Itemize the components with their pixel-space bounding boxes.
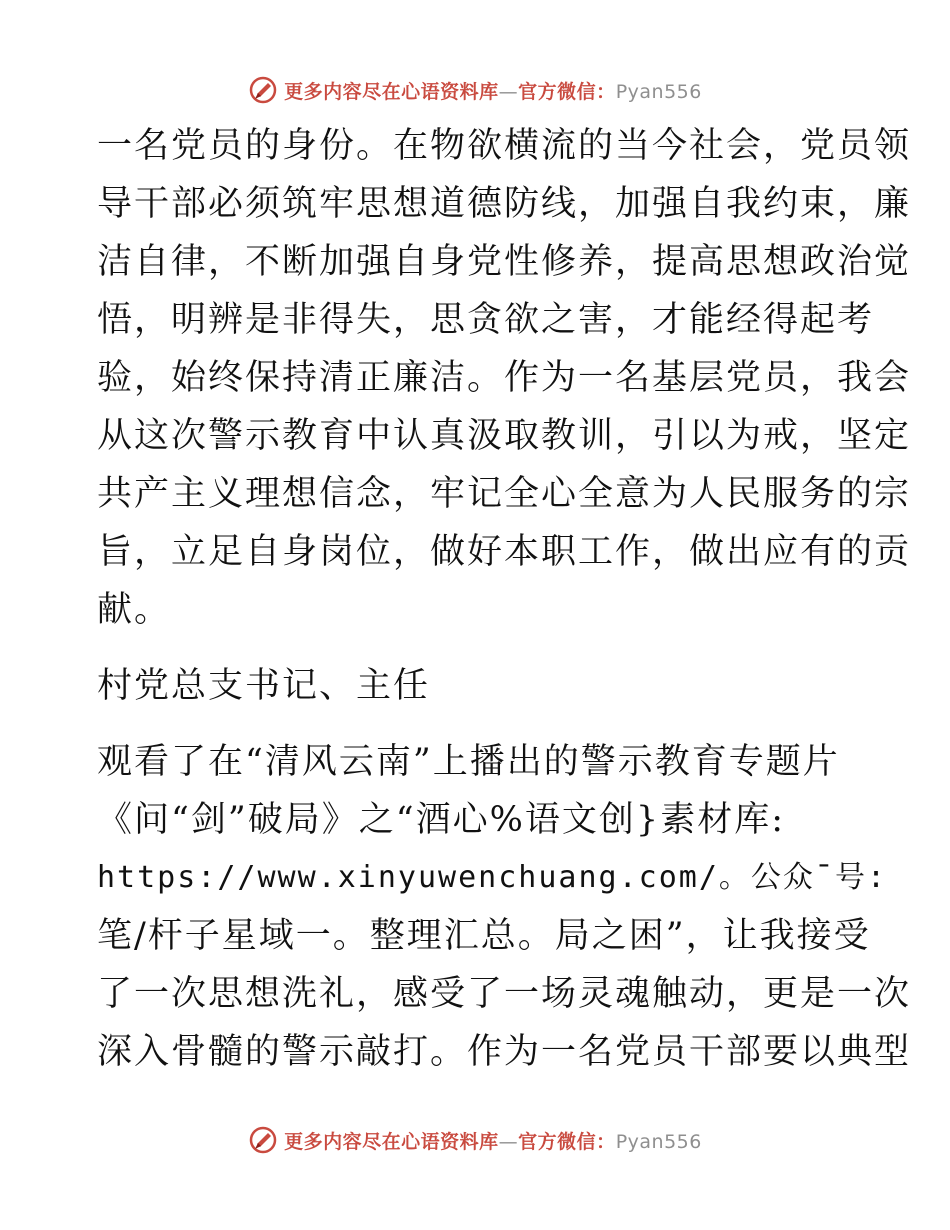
- text-line: 洁自律，不断加强自身党性修养，提高思想政治觉: [97, 242, 912, 282]
- book-pen-logo-icon: [248, 1125, 278, 1155]
- header-banner-wechat-label: 官方微信：: [518, 80, 616, 103]
- text-line: 旨，立足自身岗位，做好本职工作，做出应有的贡: [97, 532, 912, 572]
- header-banner-dash: —: [498, 80, 519, 103]
- url-line: https://www.xinyuwenchuang.com/。公众¯号:: [97, 860, 888, 895]
- footer-banner: [0, 1120, 950, 1160]
- text-line: 悟，明辨是非得失，思贪欲之害，才能经得起考: [97, 300, 875, 340]
- header-banner-wechat-id: Pyan556: [615, 80, 702, 103]
- header-banner-title: 更多内容尽在心语资料库: [284, 80, 499, 103]
- footer-banner-wechat-id: Pyan556: [615, 1130, 702, 1153]
- text-line: 《问“剑”破局》之“酒心%语文创}素材库:: [97, 800, 785, 840]
- header-banner: [0, 70, 950, 110]
- book-pen-logo-icon: [248, 75, 278, 105]
- footer-banner-text: [284, 1127, 702, 1154]
- text-line: 验，始终保持清正廉洁。作为一名基层党员，我会: [97, 358, 912, 398]
- text-line: 献。: [97, 590, 172, 630]
- section-heading: 村党总支书记、主任: [97, 666, 431, 706]
- text-line: 共产主义理想信念，牢记全心全意为人民服务的宗: [97, 474, 912, 514]
- text-line: 一名党员的身份。在物欲横流的当今社会，党员领: [97, 126, 912, 166]
- footer-banner-title: 更多内容尽在心语资料库: [284, 1130, 499, 1153]
- footer-banner-dash: —: [498, 1130, 519, 1153]
- header-banner-text: [284, 77, 702, 104]
- text-line: 了一次思想洗礼，感受了一场灵魂触动，更是一次: [97, 974, 912, 1014]
- text-line: 笔/杆子星域一。整理汇总。局之困”，让我接受: [97, 916, 871, 956]
- text-line: 从这次警示教育中认真汲取教训，引以为戒，坚定: [97, 416, 912, 456]
- text-line: 深入骨髓的警示敲打。作为一名党员干部要以典型: [97, 1032, 912, 1072]
- text-line: 观看了在“清风云南”上播出的警示教育专题片: [97, 742, 840, 782]
- text-line: 导干部必须筑牢思想道德防线，加强自我约束，廉: [97, 184, 912, 224]
- footer-banner-wechat-label: 官方微信：: [518, 1130, 616, 1153]
